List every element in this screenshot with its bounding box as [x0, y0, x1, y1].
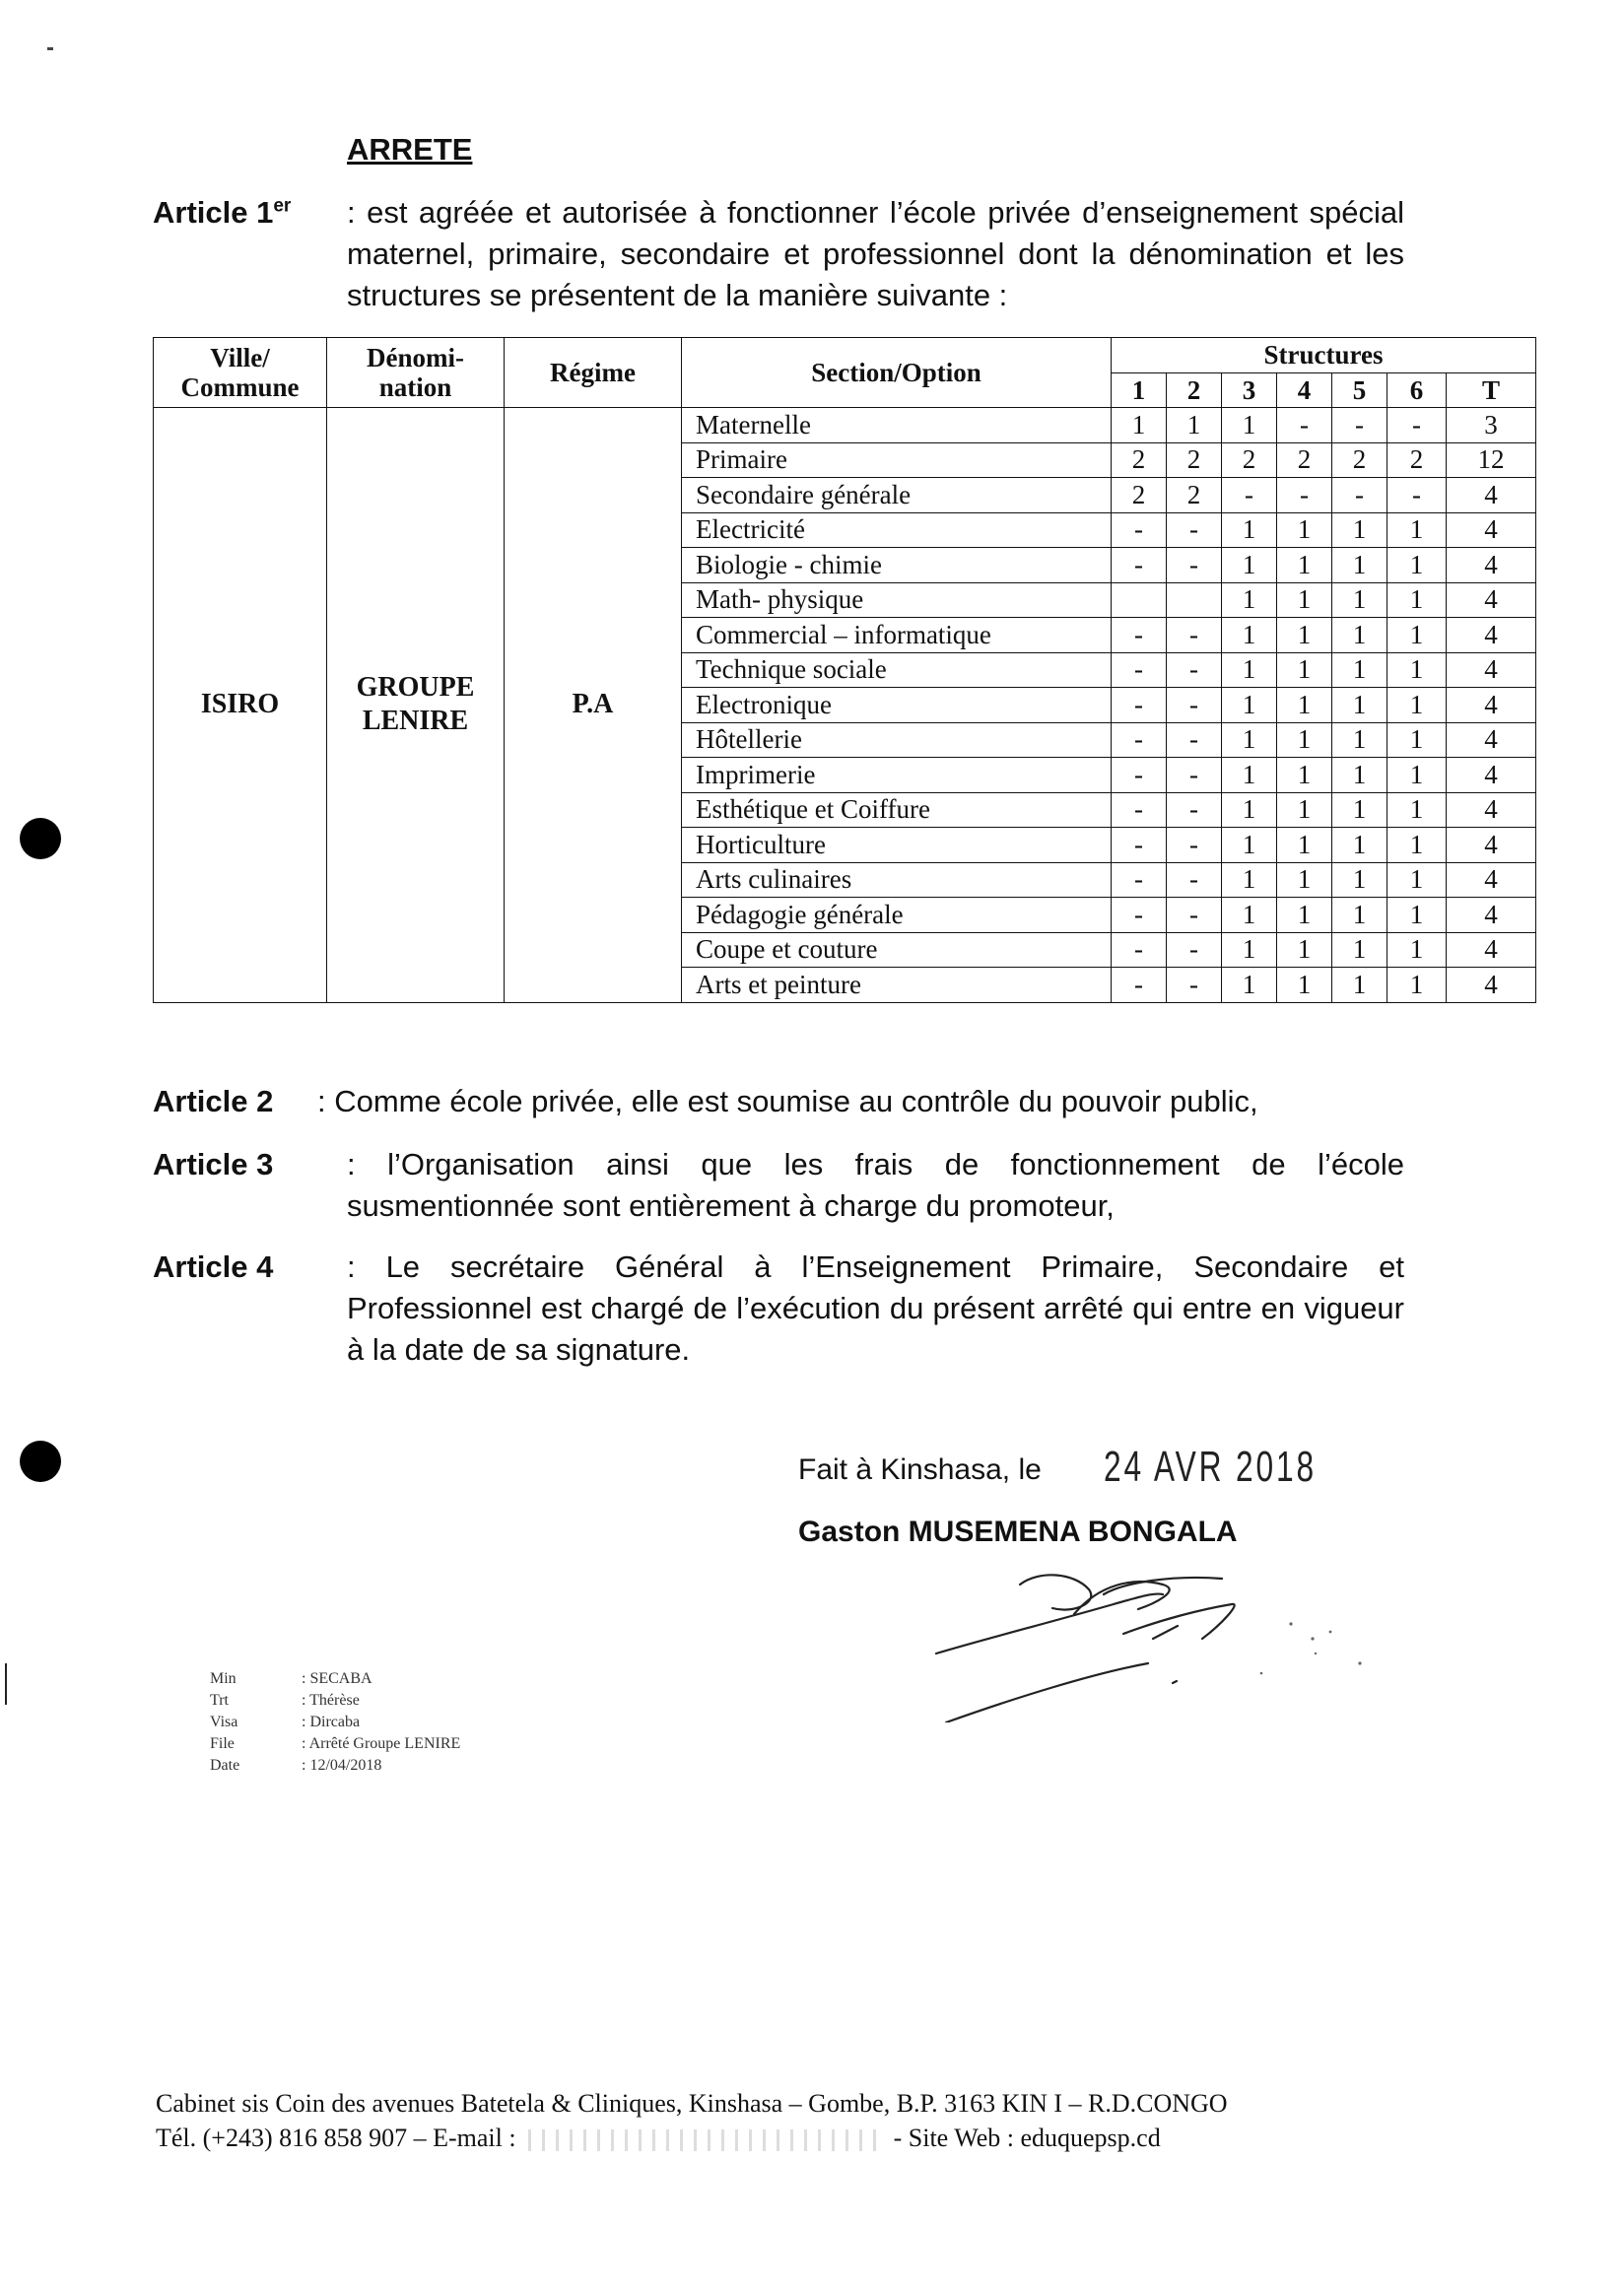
structure-cell: - [1167, 792, 1222, 828]
structure-cell: - [1112, 898, 1167, 933]
total-cell: 4 [1447, 862, 1536, 898]
structure-cell: 1 [1387, 968, 1447, 1003]
structure-cell: 1 [1112, 408, 1167, 443]
structure-cell: 1 [1332, 618, 1387, 653]
structure-cell: - [1167, 758, 1222, 793]
structure-cell: 1 [1277, 862, 1332, 898]
table-body [154, 408, 1536, 1003]
structure-cell: 1 [1277, 548, 1332, 583]
section-option-cell: Maternelle [682, 408, 1112, 443]
structure-cell: 1 [1332, 932, 1387, 968]
structure-cell: 1 [1222, 898, 1277, 933]
structure-cell: - [1167, 512, 1222, 548]
section-option-cell: Electronique [682, 688, 1112, 723]
article-3-text: : l’Organisation ainsi que les frais de fonctionnement de l’école susmentionnée sont entièrement à charge du promoteur, [347, 1147, 1404, 1223]
total-cell: 4 [1447, 792, 1536, 828]
structure-cell: - [1167, 618, 1222, 653]
structure-cell: 1 [1387, 828, 1447, 863]
file-metadata [210, 1670, 584, 1788]
total-cell: 12 [1447, 442, 1536, 478]
structure-cell: - [1112, 618, 1167, 653]
section-option-cell: Pédagogie générale [682, 898, 1112, 933]
structure-cell: 1 [1222, 722, 1277, 758]
punch-hole-top [20, 818, 61, 859]
meta-value: : Arrêté Groupe LENIRE [302, 1735, 461, 1752]
meta-key: Visa [210, 1714, 238, 1730]
scan-edge-mark [5, 1663, 7, 1705]
structure-cell: 1 [1332, 512, 1387, 548]
structure-cell: 1 [1387, 688, 1447, 723]
structure-cell: - [1112, 548, 1167, 583]
structure-cell: 2 [1112, 478, 1167, 513]
structure-cell: - [1112, 932, 1167, 968]
handwritten-signature [926, 1565, 1380, 1722]
total-cell: 3 [1447, 408, 1536, 443]
section-option-cell: Arts et peinture [682, 968, 1112, 1003]
header-section: Section/Option [682, 338, 1112, 408]
structure-cell: - [1112, 722, 1167, 758]
total-cell: 4 [1447, 968, 1536, 1003]
structure-cell: 2 [1167, 478, 1222, 513]
header-col-1: 1 [1112, 372, 1167, 408]
header-col-3: 3 [1222, 372, 1277, 408]
structure-cell: - [1167, 898, 1222, 933]
structure-cell: 1 [1332, 548, 1387, 583]
structure-cell: 1 [1277, 688, 1332, 723]
section-option-cell: Coupe et couture [682, 932, 1112, 968]
structure-cell: 1 [1387, 792, 1447, 828]
header-col-total: T [1447, 372, 1536, 408]
structures-table [153, 337, 1536, 1003]
structure-cell: - [1112, 792, 1167, 828]
structure-cell: 2 [1112, 442, 1167, 478]
footer-contact [156, 2124, 1161, 2153]
total-cell: 4 [1447, 722, 1536, 758]
total-cell: 4 [1447, 478, 1536, 513]
structure-cell: 2 [1277, 442, 1332, 478]
total-cell: 4 [1447, 898, 1536, 933]
header-structures: Structures [1112, 338, 1536, 373]
structure-cell: - [1167, 828, 1222, 863]
structure-cell: 1 [1332, 828, 1387, 863]
structure-cell: 1 [1332, 582, 1387, 618]
structure-cell: 1 [1277, 758, 1332, 793]
meta-value: : Thérèse [302, 1692, 360, 1709]
date-stamp: 24 AVR 2018 [1104, 1443, 1318, 1491]
total-cell: 4 [1447, 758, 1536, 793]
document-heading: ARRETE [347, 132, 473, 167]
structure-cell [1112, 582, 1167, 618]
header-denomination: Dénomi- nation [327, 338, 505, 408]
structure-cell: 1 [1332, 722, 1387, 758]
structure-cell: 1 [1332, 792, 1387, 828]
structure-cell: - [1277, 478, 1332, 513]
total-cell: 4 [1447, 652, 1536, 688]
scan-speck [47, 47, 53, 50]
structure-cell: 1 [1332, 652, 1387, 688]
structure-cell: 1 [1277, 722, 1332, 758]
structure-cell: 1 [1277, 828, 1332, 863]
structure-cell: 1 [1222, 932, 1277, 968]
footer-phone: Tél. (+243) 816 858 907 – E-mail : [156, 2124, 516, 2152]
structure-cell: 1 [1332, 688, 1387, 723]
meta-key: Date [210, 1757, 240, 1774]
structure-cell: 1 [1277, 652, 1332, 688]
structure-cell: 1 [1332, 898, 1387, 933]
header-regime: Régime [505, 338, 682, 408]
structure-cell: - [1387, 408, 1447, 443]
structure-cell: 1 [1222, 828, 1277, 863]
structure-cell: 1 [1277, 792, 1332, 828]
section-option-cell: Arts culinaires [682, 862, 1112, 898]
section-option-cell: Secondaire générale [682, 478, 1112, 513]
structure-cell: 2 [1167, 442, 1222, 478]
structure-cell: 1 [1332, 968, 1387, 1003]
structure-cell: 1 [1387, 512, 1447, 548]
structure-cell: 1 [1222, 618, 1277, 653]
structure-cell: - [1112, 688, 1167, 723]
ville-cell: ISIRO [154, 408, 327, 1003]
structure-cell: 1 [1332, 758, 1387, 793]
meta-key: Min [210, 1670, 237, 1687]
structure-cell: - [1387, 478, 1447, 513]
structure-cell: 1 [1222, 862, 1277, 898]
section-option-cell: Commercial – informatique [682, 618, 1112, 653]
structure-cell: - [1277, 408, 1332, 443]
structure-cell: - [1112, 862, 1167, 898]
structure-cell: 1 [1222, 548, 1277, 583]
structure-cell: - [1332, 408, 1387, 443]
table-row [154, 408, 1536, 443]
section-option-cell: Biologie - chimie [682, 548, 1112, 583]
structure-cell [1167, 582, 1222, 618]
structure-cell: - [1167, 652, 1222, 688]
structure-cell: 1 [1387, 548, 1447, 583]
structure-cell: 1 [1222, 408, 1277, 443]
structure-cell: 1 [1222, 688, 1277, 723]
structure-cell: 1 [1222, 968, 1277, 1003]
structure-cell: 1 [1277, 618, 1332, 653]
structure-cell: - [1167, 932, 1222, 968]
meta-value: : Dircaba [302, 1714, 361, 1730]
structure-cell: 1 [1277, 582, 1332, 618]
structure-cell: - [1112, 652, 1167, 688]
structure-cell: - [1222, 478, 1277, 513]
header-col-4: 4 [1277, 372, 1332, 408]
structure-cell: 1 [1332, 862, 1387, 898]
meta-key: Trt [210, 1692, 229, 1709]
regime-cell: P.A [505, 408, 682, 1003]
structure-cell: 2 [1222, 442, 1277, 478]
article-4-text: : Le secrétaire Général à l’Enseignement Primaire, Secondaire et Professionnel est chargé de l’exécution du présent arrêté qui entre en vigueur à la date de sa signature. [347, 1249, 1404, 1367]
structure-cell: 1 [1387, 722, 1447, 758]
meta-value: : 12/04/2018 [302, 1757, 382, 1774]
structure-cell: 1 [1387, 932, 1447, 968]
signature-place: Fait à Kinshasa, le [798, 1453, 1042, 1486]
structure-cell: 2 [1387, 442, 1447, 478]
header-col-2: 2 [1167, 372, 1222, 408]
structure-cell: 1 [1167, 408, 1222, 443]
header-ville: Ville/ Commune [154, 338, 327, 408]
article-3-label: Article 3 [153, 1147, 274, 1181]
section-option-cell: Esthétique et Coiffure [682, 792, 1112, 828]
structure-cell: 2 [1332, 442, 1387, 478]
footer-website: - Site Web : eduquepsp.cd [893, 2124, 1161, 2152]
total-cell: 4 [1447, 688, 1536, 723]
section-option-cell: Imprimerie [682, 758, 1112, 793]
section-option-cell: Hôtellerie [682, 722, 1112, 758]
structure-cell: 1 [1222, 758, 1277, 793]
header-col-6: 6 [1387, 372, 1447, 408]
structure-cell: - [1167, 548, 1222, 583]
structure-cell: - [1112, 758, 1167, 793]
total-cell: 4 [1447, 828, 1536, 863]
article-1-text: : est agréée et autorisée à fonctionner l’école privée d’enseignement spécial maternel, primaire, secondaire et professionnel dont la dénomination et les structures se présentent de la manière suivante : [347, 195, 1404, 312]
structure-cell: - [1112, 968, 1167, 1003]
meta-key: File [210, 1735, 235, 1752]
structure-cell: - [1167, 688, 1222, 723]
article-4-label: Article 4 [153, 1249, 274, 1284]
structure-cell: 1 [1387, 862, 1447, 898]
structure-cell: 1 [1222, 792, 1277, 828]
section-option-cell: Primaire [682, 442, 1112, 478]
punch-hole-bottom [20, 1441, 61, 1482]
structure-cell: - [1167, 862, 1222, 898]
structure-cell: 1 [1387, 898, 1447, 933]
article-1-label: Article 1er [153, 195, 292, 230]
structure-cell: 1 [1277, 968, 1332, 1003]
structure-cell: 1 [1222, 512, 1277, 548]
section-option-cell: Technique sociale [682, 652, 1112, 688]
structure-cell: 1 [1222, 582, 1277, 618]
structure-cell: - [1332, 478, 1387, 513]
article-2-label: Article 2 [153, 1084, 274, 1118]
total-cell: 4 [1447, 512, 1536, 548]
structure-cell: 1 [1277, 512, 1332, 548]
meta-value: : SECABA [302, 1670, 372, 1687]
structure-cell: - [1112, 828, 1167, 863]
structure-cell: 1 [1277, 898, 1332, 933]
structure-cell: 1 [1277, 932, 1332, 968]
section-option-cell: Electricité [682, 512, 1112, 548]
footer-address: Cabinet sis Coin des avenues Batetela & Cliniques, Kinshasa – Gombe, B.P. 3163 KIN I – R.D.CONGO [156, 2089, 1228, 2118]
structure-cell: - [1112, 512, 1167, 548]
total-cell: 4 [1447, 548, 1536, 583]
section-option-cell: Math- physique [682, 582, 1112, 618]
total-cell: 4 [1447, 582, 1536, 618]
structure-cell: - [1167, 968, 1222, 1003]
signatory-name: Gaston MUSEMENA BONGALA [798, 1516, 1238, 1548]
total-cell: 4 [1447, 618, 1536, 653]
section-option-cell: Horticulture [682, 828, 1112, 863]
structure-cell: 1 [1387, 652, 1447, 688]
email-redacted [522, 2129, 887, 2151]
structure-cell: 1 [1222, 652, 1277, 688]
structure-cell: 1 [1387, 618, 1447, 653]
structure-cell: 1 [1387, 758, 1447, 793]
structure-cell: - [1167, 722, 1222, 758]
total-cell: 4 [1447, 932, 1536, 968]
header-col-5: 5 [1332, 372, 1387, 408]
denomination-cell: GROUPE LENIRE [327, 408, 505, 1003]
article-2-text: : Comme école privée, elle est soumise au contrôle du pouvoir public, [317, 1084, 1258, 1118]
structure-cell: 1 [1387, 582, 1447, 618]
